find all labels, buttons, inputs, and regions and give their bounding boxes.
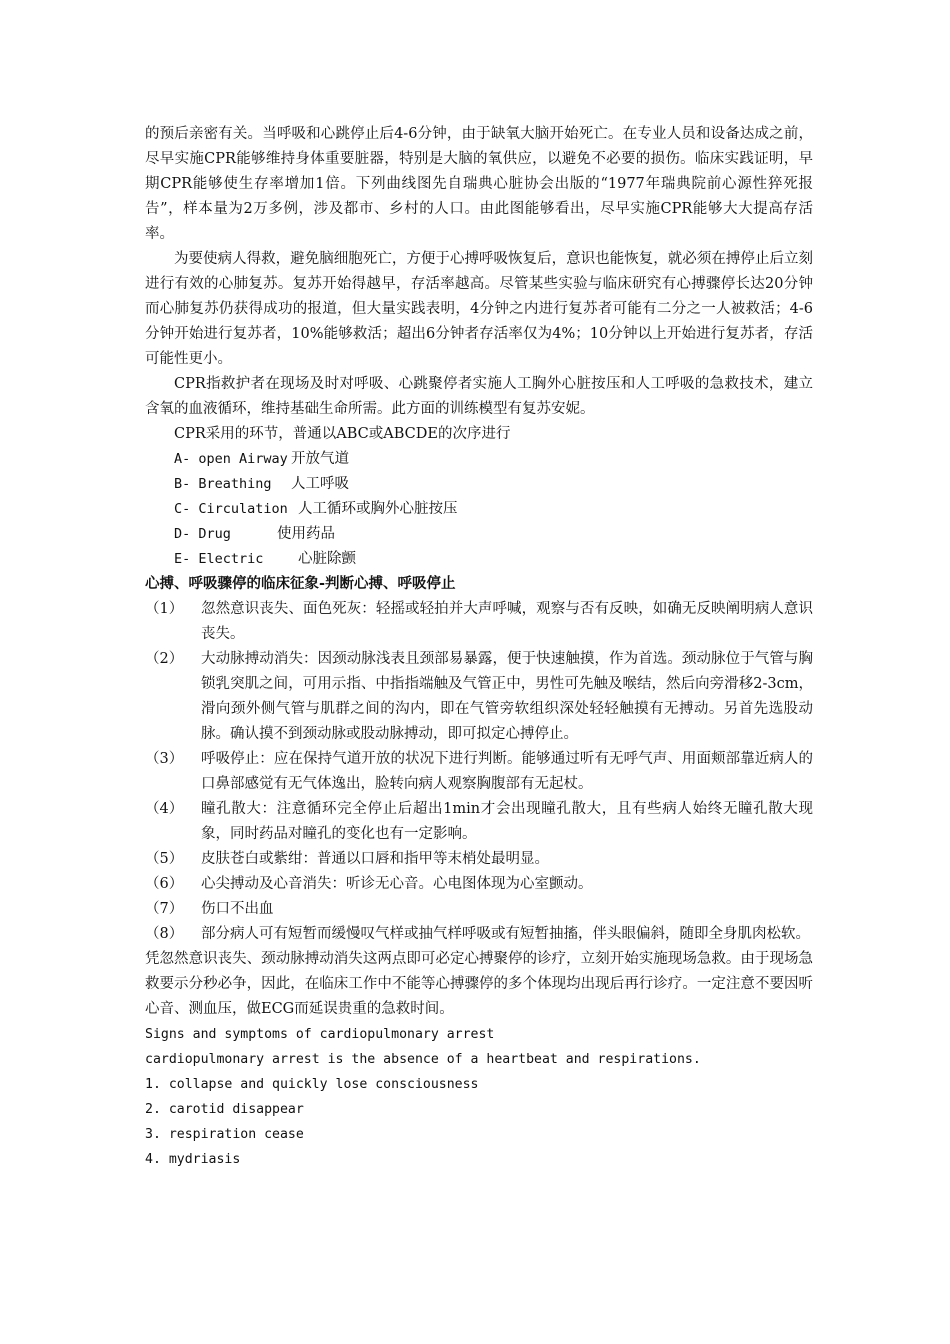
english-section xyxy=(145,1022,813,1172)
list-item-text: 忽然意识丧失、面色死灰：轻摇或轻拍并大声呼喊，观察与否有反映，如确无反映阐明病人意识丧失。 xyxy=(201,601,813,642)
abcde-code: A- open Airway xyxy=(174,451,288,467)
list-item xyxy=(145,797,813,847)
list-item xyxy=(145,647,813,747)
abcde-meaning: 心脏除颤 xyxy=(298,551,356,567)
list-item-text: 呼吸停止：应在保持气道开放的状况下进行判断。能够通过听有无呼气声、用面颊部靠近病人的口鼻部感觉有无气体逸出，脸转向病人观察胸腹部有无起杖。 xyxy=(201,751,813,792)
english-definition: cardiopulmonary arrest is the absence of a heartbeat and respirations. xyxy=(145,1052,701,1067)
list-item-text: 瞳孔散大：注意循环完全停止后超出1min才会出现瞳孔散大，且有些病人始终无瞳孔散大现象，同时药品对瞳孔的变化也有一定影响。 xyxy=(201,801,813,842)
abcde-code: C- Circulation xyxy=(174,501,288,517)
list-item-text: 皮肤苍白或紫绀：普通以口唇和指甲等末梢处最明显。 xyxy=(201,851,549,867)
list-item-text: 大动脉搏动消失：因颈动脉浅表且颈部易暴露，便于快速触摸，作为首选。颈动脉位于气管与胸锁乳突肌之间，可用示指、中指指端触及气管正中，男性可先触及喉结，然后向旁滑移2-3cm，滑向颈外侧气管与肌群之间的沟内，即在气管旁软组织深处轻轻触摸有无搏动。另首先选股动脉。确认摸不到颈动脉或股动脉搏动，即可拟定心搏停止。 xyxy=(201,651,813,742)
list-item xyxy=(145,922,813,947)
abcde-item xyxy=(145,497,813,522)
list-item-number: （3） xyxy=(145,751,184,767)
paragraph-cpr-steps: CPR采用的环节，普通以ABC或ABCDE的次序进行 xyxy=(174,426,511,442)
abcde-code: D- Drug xyxy=(174,526,231,542)
abcde-code: B- Breathing xyxy=(174,476,272,492)
abcde-code: E- Electric xyxy=(174,551,264,567)
abcde-item xyxy=(145,472,813,497)
list-item-number: （6） xyxy=(145,876,184,892)
list-item-number: （2） xyxy=(145,651,184,667)
paragraph-diagnosis: 凭忽然意识丧失、颈动脉搏动消失这两点即可必定心搏聚停的诊疗，立刻开始实施现场急救。由于现场急救要示分秒必争，因此，在临床工作中不能等心搏骤停的多个体现均出现后再行诊疗。一定注意不要因听心音、测血压，做ECG而延误贵重的急救时间。 xyxy=(145,951,813,1017)
abcde-meaning: 人工呼吸 xyxy=(291,476,349,492)
abcde-meaning: 使用药品 xyxy=(277,526,335,542)
list-item xyxy=(145,847,813,872)
abcde-meaning: 人工循环或胸外心脏按压 xyxy=(298,501,458,517)
abcde-item xyxy=(145,522,813,547)
english-title: Signs and symptoms of cardiopulmonary arrest xyxy=(145,1027,495,1042)
english-list-item: 3. respiration cease xyxy=(145,1127,304,1142)
list-item xyxy=(145,872,813,897)
english-list-item: 2. carotid disappear xyxy=(145,1102,304,1117)
list-item-number: （4） xyxy=(145,801,184,817)
paragraph-early-resuscitation: 为要使病人得救，避免脑细胞死亡，方便于心搏呼吸恢复后，意识也能恢复，就必须在搏停止后立刻进行有效的心肺复苏。复苏开始得越早，存活率越高。尽管某些实验与临床研究有心搏骤停长达20分钟而心肺复苏仍获得成功的报道，但大量实践表明，4分钟之内进行复苏者可能有二分之一人被救活；4-6分钟开始进行复苏者，10%能够救活；超出6分钟者存活率仅为4%；10分钟以上开始进行复苏者，存活可能性更小。 xyxy=(145,251,813,367)
english-list-item: 1. collapse and quickly lose consciousness xyxy=(145,1077,479,1092)
abcde-item xyxy=(145,447,813,472)
list-item xyxy=(145,897,813,922)
list-item-text: 心尖搏动及心音消失：听诊无心音。心电图体现为心室颤动。 xyxy=(201,876,593,892)
list-item-number: （8） xyxy=(145,926,184,942)
list-item-number: （7） xyxy=(145,901,184,917)
signs-list xyxy=(145,597,813,947)
abcde-list xyxy=(145,447,813,572)
list-item-text: 部分病人可有短暂而缓慢叹气样或抽气样呼吸或有短暂抽搐，伴头眼偏斜，随即全身肌肉松软。 xyxy=(201,926,810,942)
list-item xyxy=(145,597,813,647)
abcde-item xyxy=(145,547,813,572)
english-list-item: 4. mydriasis xyxy=(145,1152,241,1167)
list-item xyxy=(145,747,813,797)
abcde-meaning: 开放气道 xyxy=(291,451,349,467)
paragraph-cpr-definition: CPR指救护者在现场及时对呼吸、心跳聚停者实施人工胸外心脏按压和人工呼吸的急救技术，建立含氧的血液循环，维持基础生命所需。此方面的训练模型有复苏安妮。 xyxy=(145,376,813,417)
paragraph-prognosis: 的预后亲密有关。当呼吸和心跳停止后4-6分钟，由于缺氧大脑开始死亡。在专业人员和设备达成之前，尽早实施CPR能够维持身体重要脏器，特别是大脑的氧供应，以避免不必要的损伤。临床实践证明，早期CPR能够使生存率增加1倍。下列曲线图先自瑞典心脏协会出版的“1977年瑞典院前心源性猝死报告”，样本量为2万多例，涉及都市、乡村的人口。由此图能够看出，尽早实施CPR能够大大提高存活率。 xyxy=(145,126,813,242)
list-item-number: （1） xyxy=(145,601,184,617)
document-body xyxy=(145,122,813,1172)
section-heading: 心搏、呼吸骤停的临床征象-判断心搏、呼吸停止 xyxy=(145,576,456,592)
list-item-text: 伤口不出血 xyxy=(201,901,274,917)
list-item-number: （5） xyxy=(145,851,184,867)
